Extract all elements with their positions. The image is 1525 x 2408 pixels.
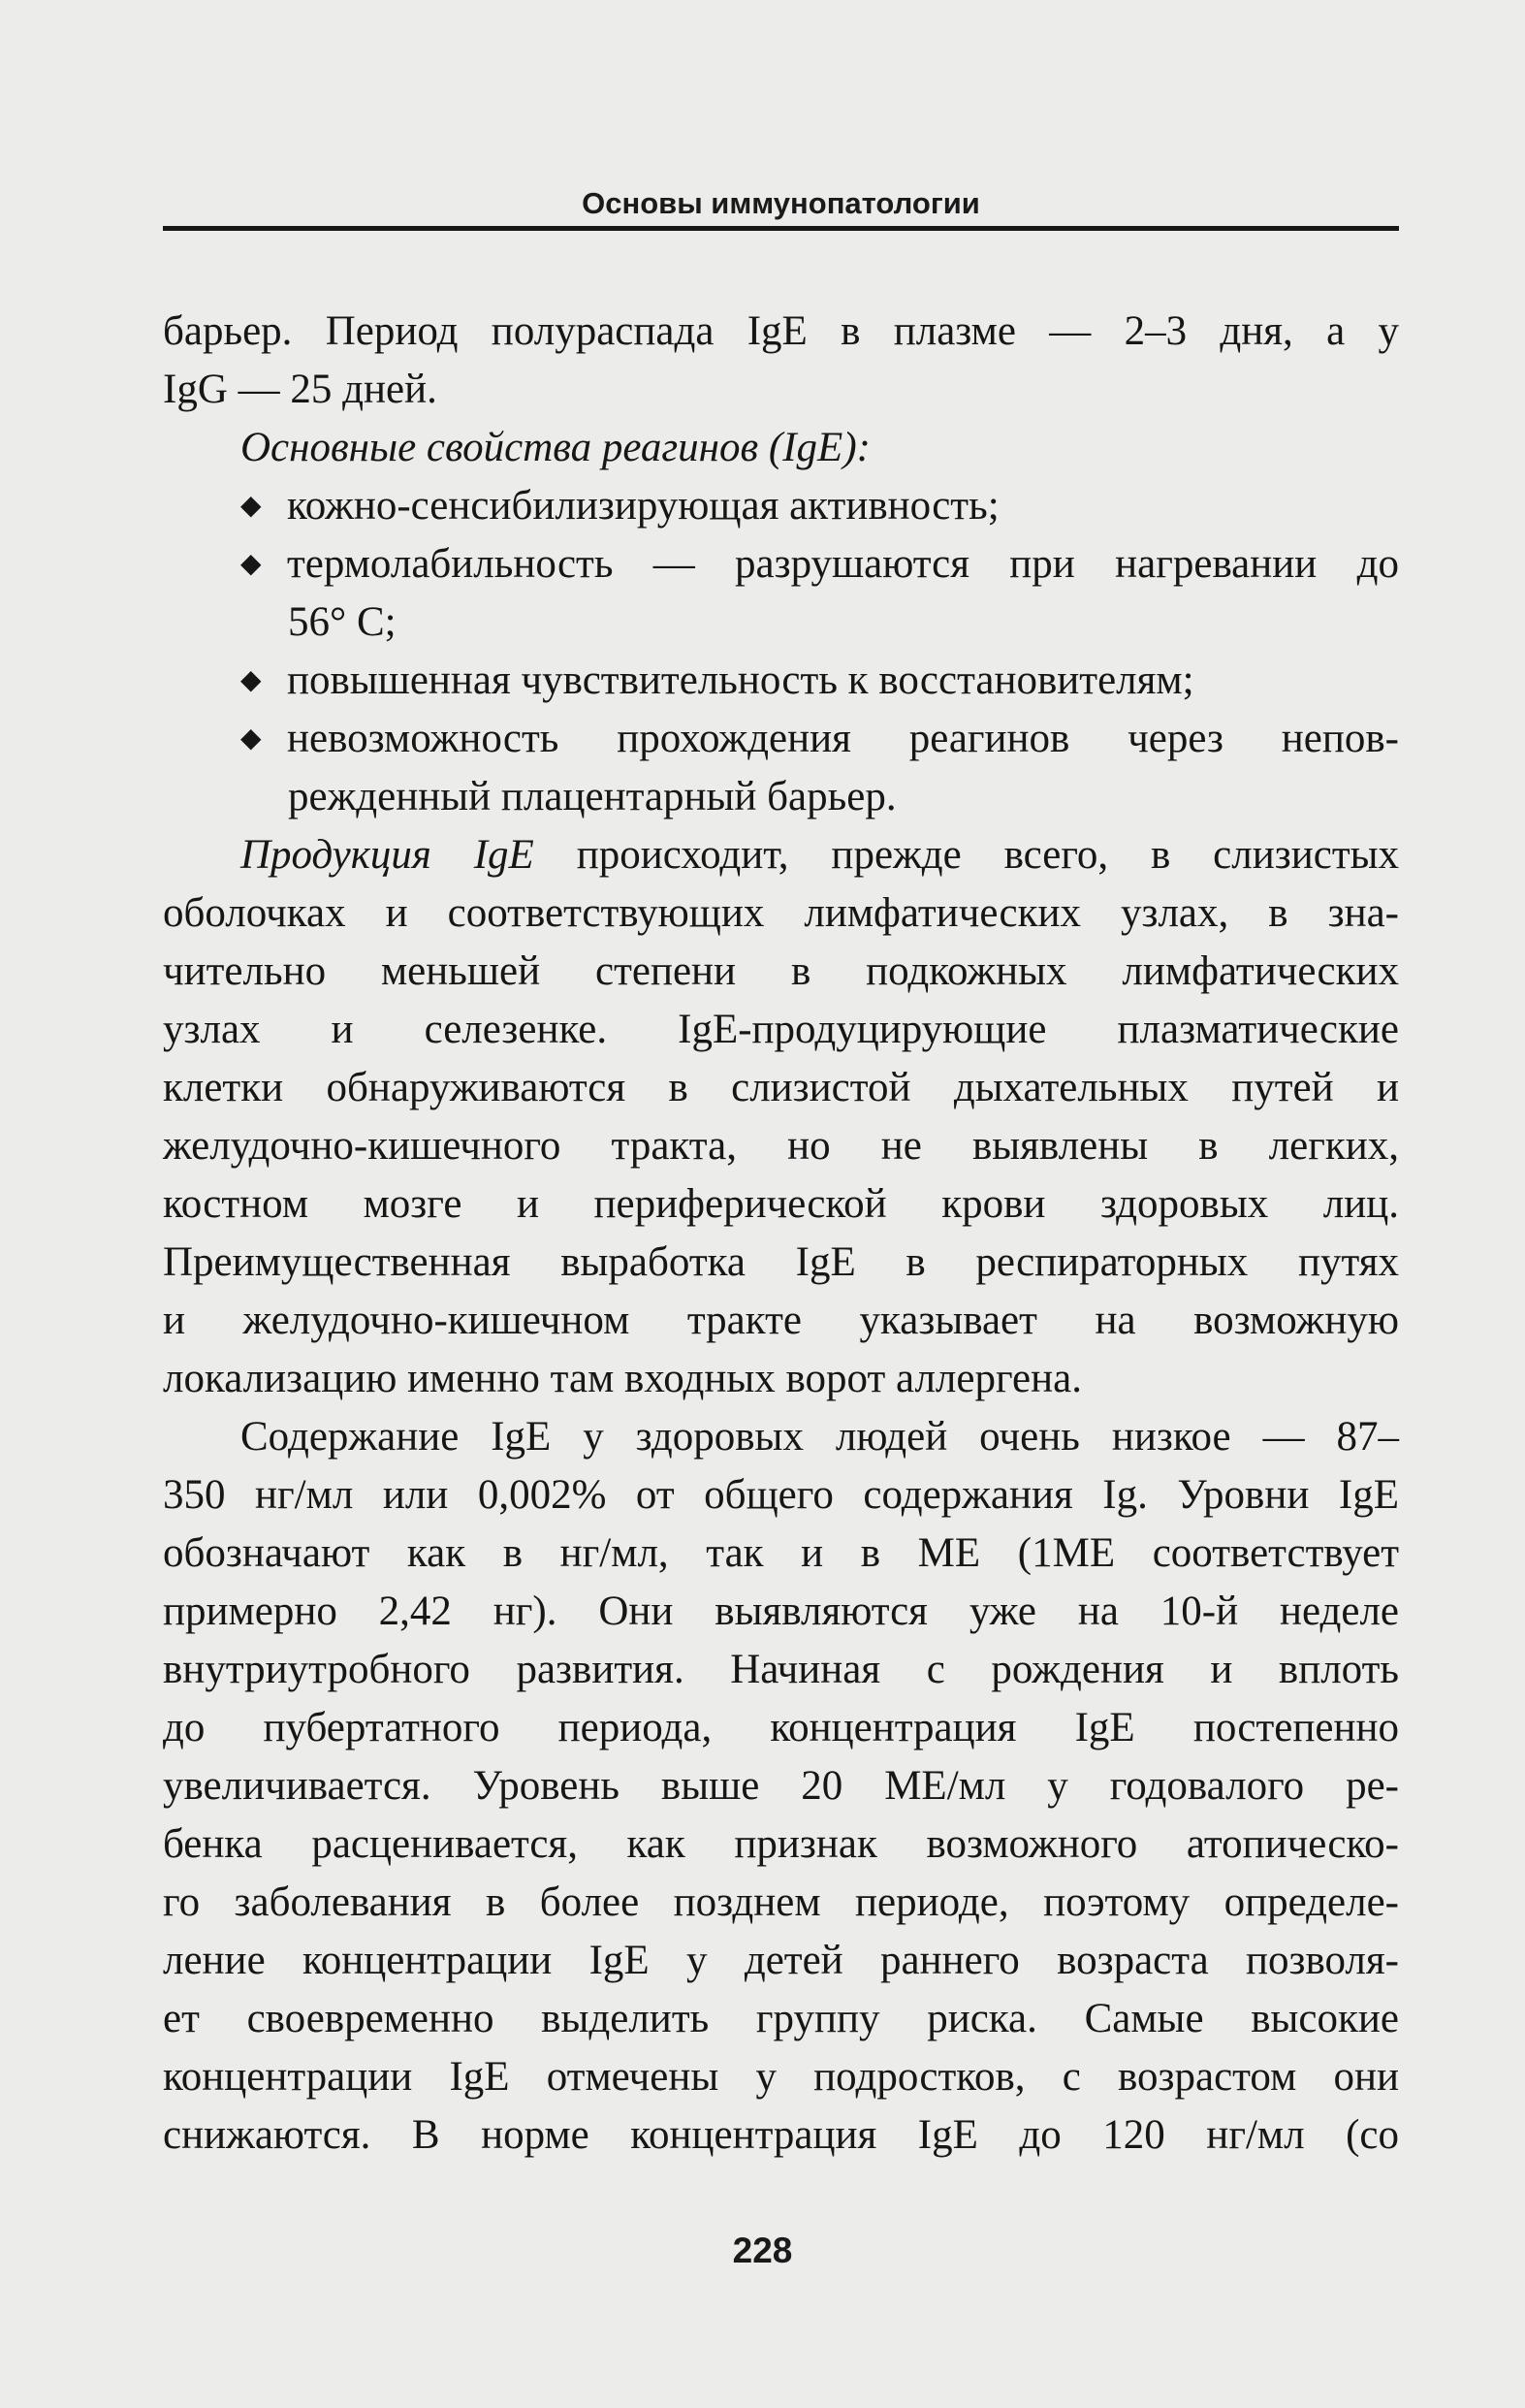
text-fragment: происходит, прежде всего, в слизистых bbox=[533, 832, 1399, 878]
text-line: локализацию именно там входных ворот аллергена. bbox=[163, 1356, 1082, 1401]
text-line: ет своевременно выделить группу риска. Самые высокие bbox=[163, 1996, 1399, 2041]
text-line: Преимущественная выработка IgE в респираторных путях bbox=[163, 1239, 1399, 1285]
text-line: оболочках и соответствующих лимфатических узлах, в зна- bbox=[163, 890, 1399, 936]
diamond-bullet-icon: ◆ bbox=[240, 549, 262, 579]
paragraph-lead: Продукция IgE bbox=[240, 832, 534, 878]
text-line: го заболевания в более позднем периоде, поэтому определе- bbox=[163, 1879, 1399, 1925]
list-item-continuation: 56° C; bbox=[288, 599, 397, 645]
list-item bbox=[163, 535, 1399, 594]
running-header-title: Основы иммунопатологии bbox=[582, 186, 980, 220]
text-line: чительно меньшей степени в подкожных лимфатических bbox=[163, 948, 1399, 994]
list-item bbox=[163, 477, 1399, 535]
text-line: внутриутробного развития. Начиная с рождения и вплоть bbox=[163, 1647, 1399, 1692]
diamond-bullet-icon: ◆ bbox=[240, 491, 262, 521]
text-line: примерно 2,42 нг). Они выявляются уже на 10-й неделе bbox=[163, 1589, 1399, 1634]
text-line bbox=[163, 826, 1399, 884]
text-line: Содержание IgE у здоровых людей очень низкое — 87– bbox=[240, 1414, 1399, 1460]
text-line: до пубертатного периода, концентрация IgE постепенно bbox=[163, 1705, 1399, 1750]
text-line: IgG — 25 дней. bbox=[163, 367, 437, 412]
list-item-text: кожно-сенсибилизирующая активность; bbox=[287, 483, 1000, 529]
running-header bbox=[163, 182, 1399, 235]
text-line: бенка расценивается, как признак возможного атопическо- bbox=[163, 1821, 1399, 1867]
list-item-text: повышенная чувствительность к восстановителям; bbox=[287, 658, 1194, 703]
text-line: увеличивается. Уровень выше 20 МЕ/мл у годовалого ре- bbox=[163, 1763, 1399, 1809]
text-line: 350 нг/мл или 0,002% от общего содержания Ig. Уровни IgE bbox=[163, 1472, 1399, 1518]
text-line: костном мозге и периферической крови здоровых лиц. bbox=[163, 1181, 1399, 1227]
list-item bbox=[163, 652, 1399, 710]
diamond-bullet-icon: ◆ bbox=[240, 665, 262, 695]
text-line: узлах и селезенке. IgE-продуцирующие плазматические bbox=[163, 1007, 1399, 1052]
page-number: 228 bbox=[732, 2231, 793, 2270]
header-rule bbox=[163, 226, 1399, 231]
body-text bbox=[163, 303, 1399, 2165]
list-item-continuation: режденный плацентарный барьер. bbox=[288, 774, 897, 819]
text-line: барьер. Период полураспада IgE в плазме — 2–3 дня, а у bbox=[163, 308, 1399, 354]
list-item-text: невозможность прохождения реагинов через непов- bbox=[287, 716, 1399, 761]
diamond-bullet-icon: ◆ bbox=[240, 723, 262, 754]
section-heading: Основные свойства реагинов (IgE): bbox=[240, 425, 871, 470]
text-line: снижаются. В норме концентрация IgE до 120 нг/мл (со bbox=[163, 2112, 1399, 2158]
list-item bbox=[163, 710, 1399, 768]
text-line: концентрации IgE отмечены у подростков, с возрастом они bbox=[163, 2054, 1399, 2100]
text-line: обозначают как в нг/мл, так и в МЕ (1МЕ соответствует bbox=[163, 1530, 1399, 1576]
text-line: и желудочно-кишечном тракте указывает на возможную bbox=[163, 1298, 1399, 1343]
text-line: желудочно-кишечного тракта, но не выявлены в легких, bbox=[163, 1123, 1399, 1169]
list-item-text: термолабильность — разрушаются при нагревании до bbox=[287, 541, 1399, 587]
text-line: ление концентрации IgE у детей раннего возраста позволя- bbox=[163, 1938, 1399, 1983]
text-line: клетки обнаруживаются в слизистой дыхательных путей и bbox=[163, 1065, 1399, 1110]
